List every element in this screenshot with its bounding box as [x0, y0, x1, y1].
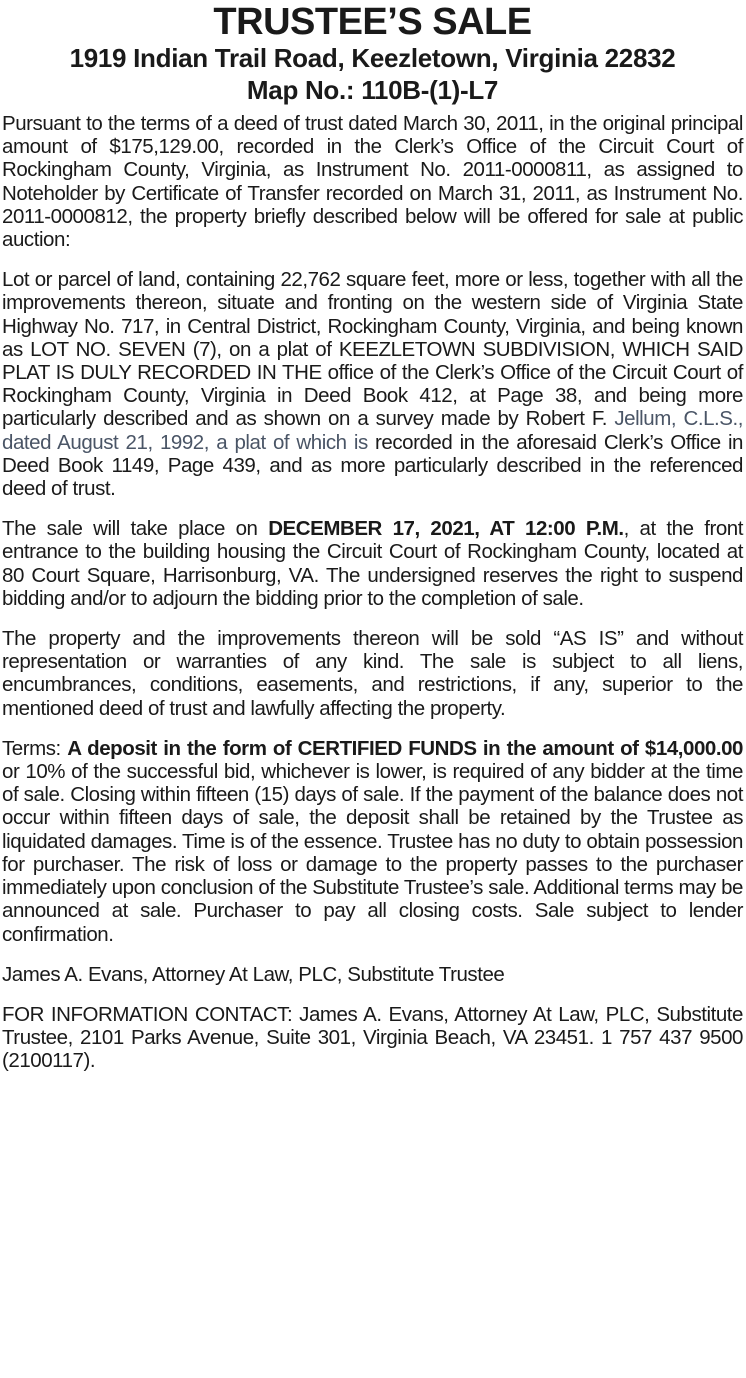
notice-title: TRUSTEE’S SALE: [213, 1, 532, 43]
survey-reference-text: Jellum, C.L.S., dated August 21, 1992, a plat of which is: [2, 407, 743, 454]
as-is-text: The property and the improvements thereon will be sold “AS IS” and without representation or warranties of any kind. The sale is subject to all liens, encumbrances, conditions, easements, and restrictions, if any, superior to the mentioned deed of trust and lawfully affecting the property.: [2, 627, 743, 720]
sale-date: DECEMBER 17, 2021, AT 12:00 P.M.: [268, 517, 624, 541]
terms-paragraph: [2, 737, 743, 946]
trustee-paragraph: [2, 963, 743, 986]
deposit-terms: A deposit in the form of CERTIFIED FUNDS in the amount of $14,000.00: [67, 736, 744, 760]
property-address: 1919 Indian Trail Road, Keezletown, Virginia 22832: [69, 43, 676, 73]
property-description-end-text: recorded in the aforesaid Clerk’s Office in Deed Book 1149, Page 439, and as more particularly described in the referenced deed of trust.: [2, 430, 744, 501]
sale-date-paragraph: [2, 517, 743, 610]
property-description-text: Lot or parcel of land, containing 22,762 square feet, more or less, together with all the improvements thereon, situate and fronting on the western side of Virginia State Highway No. 717, in Central District, Rockingham County, Virginia, and being known as LOT NO. SEVEN (7), on a plat of KEEZLETOWN SUBDIVISION, WHICH SAID PLAT IS DULY RECORDED IN THE office of the Clerk’s Office of the Circuit Court of Rockingham County, Virginia in Deed Book 412, at Page 38, and being more particularly described and as shown on a survey made by Robert F.: [2, 268, 743, 431]
sale-location-text: , at the front entrance to the building housing the Circuit Court of Rockingham County, located at 80 Court Square, Harrisonburg, VA. The undersigned reserves the right to suspend bidding and/or to adjourn the bidding prior to the completion of sale.: [2, 517, 743, 610]
terms-text: or 10% of the successful bid, whichever is lower, is required of any bidder at the time of sale. Closing within fifteen (15) days of sale. If the payment of the balance does not occur within fifteen days of sale, the deposit shall be retained by the Trustee as liquidated damages. Time is of the essence. Trustee has no duty to obtain possession for purchaser. The risk of loss or damage to the property passes to the purchaser immediately upon conclusion of the Substitute Trustee’s sale. Additional terms may be announced at sale. Purchaser to pay all closing costs. Sale subject to lender confirmation.: [2, 760, 743, 946]
sale-intro-text: The sale will take place on: [2, 517, 269, 541]
terms-label: Terms:: [2, 736, 68, 760]
trustee-text: James A. Evans, Attorney At Law, PLC, Substitute Trustee: [2, 962, 505, 986]
as-is-paragraph: [2, 627, 743, 720]
deed-paragraph: [2, 112, 743, 251]
property-description-paragraph: [2, 268, 743, 500]
deed-text: Pursuant to the terms of a deed of trust dated March 30, 2011, in the original principal amount of $175,129.00, recorded in the Clerk’s Office of the Circuit Court of Rockingham County, Virginia, as Instrument No. 2011-0000811, as assigned to Noteholder by Certificate of Transfer recorded on March 31, 2011, as Instrument No. 2011-0000812, the property briefly described below will be offered for sale at public auction:: [2, 112, 743, 252]
map-number: Map No.: 110B-(1)-L7: [246, 75, 499, 105]
contact-text: FOR INFORMATION CONTACT: James A. Evans, Attorney At Law, PLC, Substitute Trustee, 2101 Parks Avenue, Suite 301, Virginia Beach, VA 23451. 1 757 437 9500 (2100117).: [2, 1002, 743, 1073]
contact-paragraph: [2, 1003, 743, 1073]
